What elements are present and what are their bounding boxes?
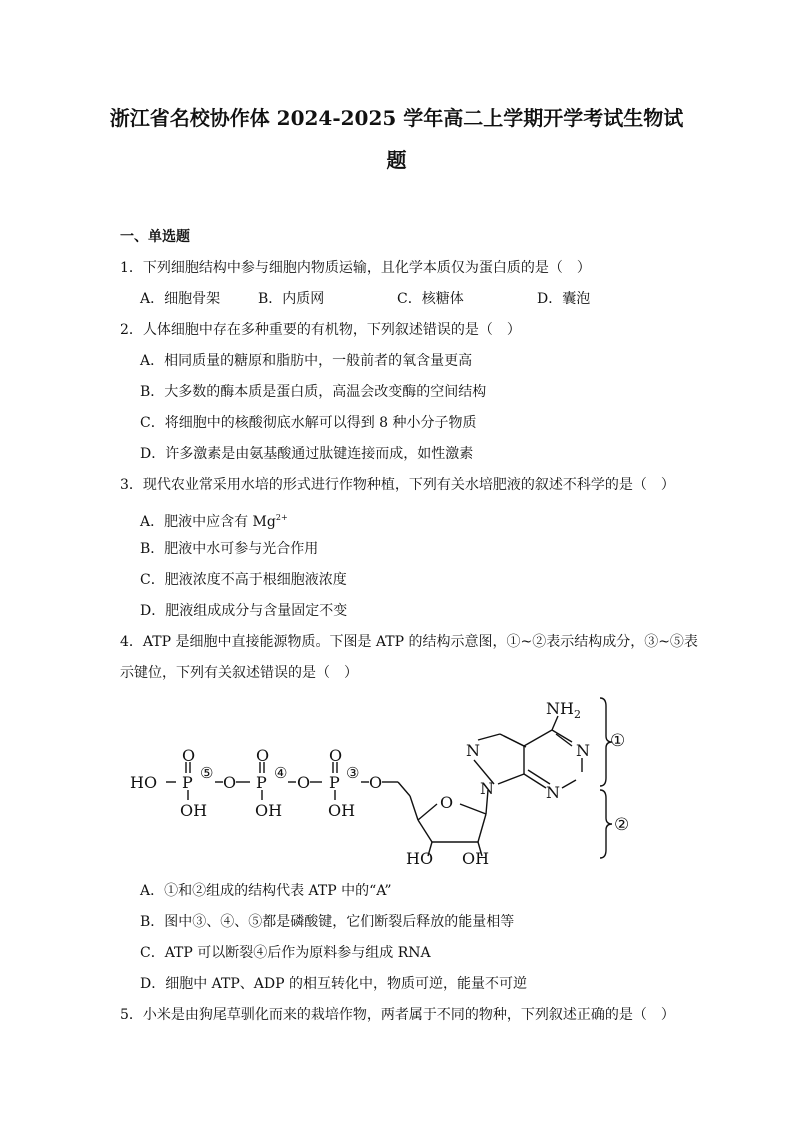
oxo-oxygen-3: O	[329, 746, 343, 765]
part-label-2: ②	[614, 815, 630, 835]
nitrogen-9: N	[480, 779, 494, 798]
amino-group	[546, 699, 581, 721]
q2-option-b: B．大多数的酶本质是蛋白质，高温会改变酶的空间结构	[140, 384, 487, 400]
section-heading: 一、单选题	[120, 229, 190, 245]
hydroxyl-2: OH	[255, 801, 283, 820]
oxo-oxygen-1: O	[182, 746, 196, 765]
hydroxyl-3: OH	[328, 801, 356, 820]
q4-option-a: A．①和②组成的结构代表 ATP 中的“A”	[140, 883, 392, 899]
bridge-oxygen-1: O	[223, 773, 237, 792]
question-5-stem: 5．小米是由狗尾草驯化而来的栽培作物，两者属于不同的物种，下列叙述正确的是（ ）	[120, 1007, 675, 1023]
atp-structure-diagram	[0, 690, 793, 870]
q2-option-d: D．许多激素是由氨基酸通过肽键连接而成，如性激素	[140, 446, 474, 462]
sugar-hydroxyl-left: HO	[406, 849, 434, 868]
q3-option-a	[140, 508, 288, 532]
phosphorus-2: P	[256, 773, 267, 792]
nitrogen-3: N	[546, 783, 560, 802]
nitrogen-1: N	[576, 741, 590, 760]
sugar-hydroxyl-right: OH	[462, 849, 490, 868]
q1-option-a: A．细胞骨架	[140, 291, 221, 307]
q4-option-c: C．ATP 可以断裂④后作为原料参与组成 RNA	[140, 945, 431, 961]
q3-option-b: B．肥液中水可参与光合作用	[140, 541, 319, 557]
question-4-stem-line-1: 4．ATP 是细胞中直接能源物质。下图是 ATP 的结构示意图，①~②表示结构成分，③~⑤表	[120, 634, 698, 650]
question-4-stem-line-2: 示键位，下列有关叙述错误的是（ ）	[120, 665, 358, 681]
bridge-oxygen-3: O	[369, 773, 383, 792]
q4-option-d: D．细胞中 ATP、ADP 的相互转化中，物质可逆，能量不可逆	[140, 976, 527, 992]
ribose-ring-oxygen: O	[440, 793, 454, 812]
hydroxyl-1: OH	[180, 801, 208, 820]
q1-option-b: B．内质网	[258, 291, 325, 307]
q2-option-a: A．相同质量的糖原和脂肪中，一般前者的氧含量更高	[140, 353, 473, 369]
question-1-stem: 1．下列细胞结构中参与细胞内物质运输，且化学本质仅为蛋白质的是（ ）	[120, 260, 591, 276]
amino-nh: NH	[546, 699, 574, 718]
bond-label-3: ③	[346, 764, 360, 782]
q3-option-a-text: A．肥液中应含有 Mg	[140, 514, 276, 530]
title-line-2: 题	[386, 148, 407, 172]
q4-option-b: B．图中③、④、⑤都是磷酸键，它们断裂后释放的能量相等	[140, 914, 515, 930]
q1-option-c: C．核糖体	[397, 291, 464, 307]
phosphorus-1: P	[182, 773, 193, 792]
phosphorus-3: P	[329, 773, 340, 792]
q3-option-a-superscript: 2+	[275, 513, 288, 522]
bond-label-4: ④	[274, 764, 288, 782]
question-2-stem: 2．人体细胞中存在多种重要的有机物，下列叙述错误的是（ ）	[120, 322, 521, 338]
question-3-stem: 3．现代农业常采用水培的形式进行作物种植，下列有关水培肥液的叙述不科学的是（ ）	[120, 477, 675, 493]
nitrogen-7: N	[466, 741, 480, 760]
title-line-1: 浙江省名校协作体 2024-2025 学年高二上学期开学考试生物试	[109, 106, 684, 130]
q2-option-c: C．将细胞中的核酸彻底水解可以得到 8 种小分子物质	[140, 415, 477, 431]
part-label-1: ①	[610, 731, 626, 751]
bond-label-5: ⑤	[200, 764, 214, 782]
bridge-oxygen-2: O	[297, 773, 311, 792]
oxo-oxygen-2: O	[256, 746, 270, 765]
q3-option-c: C．肥液浓度不高于根细胞液浓度	[140, 572, 347, 588]
amino-subscript: 2	[573, 708, 581, 721]
ho-label: HO	[130, 773, 158, 792]
q1-option-d: D．囊泡	[537, 291, 591, 307]
q3-option-d: D．肥液组成成分与含量固定不变	[140, 603, 348, 619]
